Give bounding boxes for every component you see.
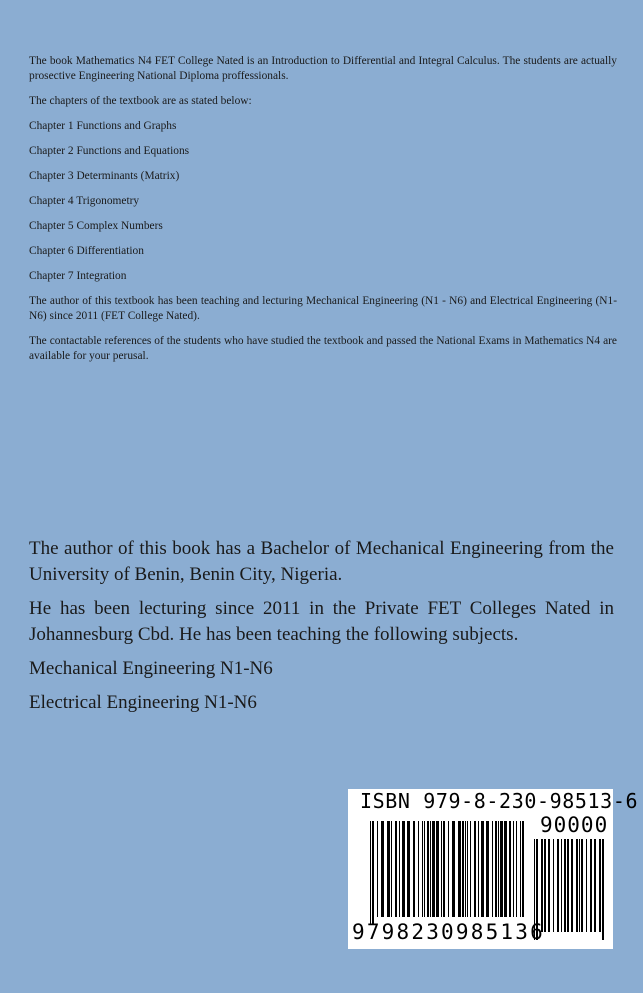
barcode-bar [467,821,468,917]
blurb-intro: The book Mathematics N4 FET College Nated is an Introduction to Differential and Integral Calculus. The students are actually prosective Engineering National Diploma proffessionals. [29,55,617,82]
barcode-bar [422,821,423,917]
barcode-bar [481,821,484,917]
barcode-bar [370,821,371,925]
barcode-bar [576,839,578,932]
barcode-digits: 9798230985136 [352,920,545,944]
cover-blurb [29,54,617,374]
barcode-bar [564,839,566,932]
chapter-item: Chapter 1 Functions and Graphs [29,119,177,132]
barcode-bar [520,821,521,917]
barcode-bar [443,821,445,917]
barcode-bar [458,821,461,917]
isbn-barcode [348,789,639,949]
barcode-bar [478,821,479,917]
barcode-bar [402,821,405,917]
chapter-item: Chapter 5 Complex Numbers [29,220,163,233]
barcode-bar [504,821,507,917]
barcode-bar [387,821,390,917]
chapter-item: Chapter 7 Integration [29,270,127,283]
barcode-bar [474,821,476,917]
author-lecturing: He has been lecturing since 2011 in the Private FET Colleges Nated in Johannesburg Cbd. He has been teaching the following subjects. [29,598,614,645]
blurb-references: The contactable references of the students who have studied the textbook and passed the National Exams in Mathematics N4 are available for your perusal. [29,335,617,362]
barcode-bar [395,821,397,917]
barcode-bar [581,839,583,932]
subject-item: Mechanical Engineering N1-N6 [29,658,273,679]
author-degree: The author of this book has a Bachelor of Mechanical Engineering from the University of Benin, Benin City, Nigeria. [29,538,614,585]
barcode-bar [452,821,455,917]
barcode-bar [427,821,429,917]
barcode-bar [372,821,374,925]
barcode-bar [462,821,464,917]
barcode-bar [541,839,543,932]
barcode-bar [424,821,425,917]
barcode-bar [516,821,517,917]
barcode-bar [391,821,392,917]
chapters-heading: The chapters of the textbook are as stated below: [29,94,252,107]
barcode-bar [432,821,435,917]
blurb-teaching: The author of this textbook has been teaching and lecturing Mechanical Engineering (N1 - N6) and Electrical Engineering (N1-N6) since 2011 (FET College Nated). [29,295,617,323]
barcode-bar [567,839,569,932]
barcode-bar [465,821,466,917]
barcode-bar [492,821,493,917]
barcode-bar [602,839,604,940]
barcode-bar [495,821,497,917]
chapter-list [29,119,617,284]
barcode-bar [571,839,573,932]
barcode-bar [586,839,587,932]
barcode-bar [381,821,384,917]
barcode-bar [599,839,601,932]
barcode-bar [561,839,562,932]
subject-item: Electrical Engineering N1-N6 [29,692,257,713]
barcode-bar [594,839,596,932]
barcode-bar [544,839,546,932]
barcode-bar [377,821,378,917]
barcode-bar [418,821,419,917]
price-code: 90000 [540,813,609,837]
author-bio [29,536,614,724]
chapter-item: Chapter 6 Differentiation [29,245,144,258]
barcode-bar [407,821,410,917]
barcode-bar [579,839,580,932]
barcode-bar [522,821,524,917]
barcode-bar [486,821,489,917]
barcode-bar [399,821,400,917]
barcode-bar [436,821,439,917]
chapter-item: Chapter 4 Trigonometry [29,195,140,208]
barcode-bar [590,839,592,932]
chapter-item: Chapter 3 Determinants (Matrix) [29,169,180,182]
barcode-bar [548,839,550,932]
barcode-bar [500,821,503,917]
barcode-bar [448,821,449,917]
barcode-bar [553,839,554,932]
barcode-bar [509,821,511,917]
barcode-bar [413,821,415,917]
barcode-bar [513,821,514,917]
chapter-item: Chapter 2 Functions and Equations [29,144,190,157]
isbn-label: ISBN 979-8-230-98513-6 [360,789,639,813]
barcode-bar [498,821,499,917]
barcode-bar [557,839,559,932]
barcode-bar [430,821,431,917]
barcode-bar [441,821,442,917]
barcode-bar [470,821,471,917]
